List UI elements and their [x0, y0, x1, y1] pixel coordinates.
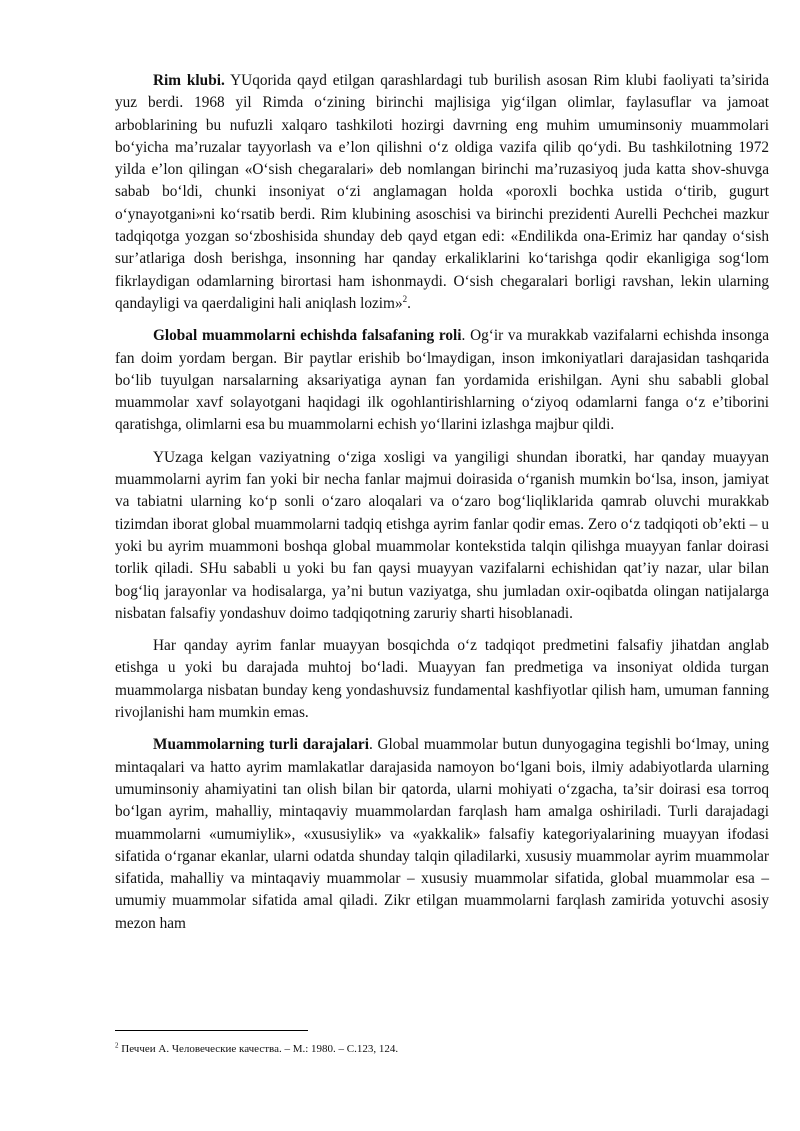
footnote-text: Печчеи А. Человеческие качества. – М.: 1980. – С.123, 124.: [118, 1043, 399, 1055]
paragraph-heading: Rim klubi.: [153, 72, 225, 89]
footnote-reference[interactable]: 2: [402, 293, 408, 304]
paragraph-sciences: [115, 635, 769, 724]
body-text: [115, 70, 769, 945]
paragraph-text: . Global muammolar butun dunyogagina tegishli bo‘lmay, uning mintaqalari va hatto ayrim mamlakatlar darajasida namoyon bo‘lgani bois, ilmiy adabiyotlarda ularning umuminsoniy ahamiyatini tan olish bilan bir qatorda, ularni mohiyati o‘zgacha, ta’sir doirasi esa torroq bo‘lgan ayrim, mahalliy, mintaqaviy muammolardan farqlash ham amalga oshiriladi. Turli darajadagi muammolarni «umumiylik», «xususiylik» va «yakkalik» falsafiy kategoriyalarining muayyan ifodasi sifatida o‘rganar ekanlar, ularni odatda shunday talqin qiladilarki, xususiy muammolar ayrim muammolar sifatida, mahalliy va mintaqaviy muammolar – xususiy muammolar sifatida, global muammolar esa – umumiy muammolar sifatida amal qiladi. Zikr etilgan muammolarni farqlash zamirida yotuvchi asosiy mezon ham: [115, 736, 769, 932]
paragraph-text: . Og‘ir va murakkab vazifalarni echishda insonga fan doim yordam bergan. Bir paytlar erishib bo‘lmaydigan, inson imkoniyatlari darajasidan tashqarida bo‘lib tuyulgan narsalarning aksariyatiga aynan fan yordamida erishilgan. Ayni shu sababli global muammolar xavf solayotgani haqidagi ilk ogohlantirishlarning o‘ziyoq odamlarni fanga o‘z e’tiborini qaratishga, olimlarni esa bu muammolarni echish yo‘llarini izlashga majbur qildi.: [115, 327, 769, 434]
paragraph-text: YUqorida qayd etilgan qarashlardagi tub burilish asosan Rim klubi faoliyati ta’sirida yuz berdi. 1968 yil Rimda o‘zining birinchi majlisiga yig‘ilgan olimlar, faylasuflar va jamoat arboblarining bu nufuzli xalqaro tashkiloti hozirgi davrning eng muhim umuminsoniy muammolari bo‘yicha ma’ruzalar tayyorlash va e’lon qilishni o‘z oldiga vazifa qilib qo‘ydi. Bu tashkilotning 1972 yilda e’lon qilingan «O‘sish chegaralari» deb nomlangan birinchi ma’ruzasiyoq juda katta shov-shuvga sabab bo‘ldi, chunki insoniyat o‘zi anglamagan holda «poroxli bochka ustida o‘tirib, gugurt o‘ynayotgani»ni ko‘rsatib berdi. Rim klubining asoschisi va birinchi prezidenti Aurelli Pechchei mazkur tadqiqotga yozgan so‘zboshisida shunday deb qayd etgan edi: «Endilikda ona-Erimiz har qanday o‘sish sur’atlariga dosh berishga, insonning har qanday erkaliklarini ko‘tarishga qodir ekanligiga sog‘lom fikrlaydigan odamlarning birortasi ham ishonmaydi. O‘sish chegaralari borligi ravshan, lekin ularning qandayligi va qaerdaligini hali aniqlash lozim»: [115, 72, 769, 312]
paragraph-problem-levels: [115, 734, 769, 935]
footnote-divider: [115, 1030, 308, 1031]
paragraph-philosophy-role: [115, 325, 769, 436]
footnote: [115, 1042, 398, 1056]
paragraph-heading: Global muammolarni echishda falsafaning roli: [153, 327, 462, 345]
paragraph-heading: Muammolarning turli darajalari: [153, 736, 369, 754]
paragraph-text: Har qanday ayrim fanlar muayyan bosqichda o‘z tadqiqot predmetini falsafiy jihatdan anglab etishga u yoki bu darajada muhtoj bo‘ladi. Muayyan fan predmetiga va insoniyat oldida turgan muammolarga nisbatan bunday keng yondashuvsiz fundamental kashfiyotlar qilish ham, umuman fanning rivojlanishi ham mumkin emas.: [115, 637, 769, 722]
paragraph-tail: .: [407, 294, 411, 312]
footnote-number: 2: [115, 1041, 119, 1050]
paragraph-text: YUzaga kelgan vaziyatning o‘ziga xosligi va yangiligi shundan iboratki, har qanday muayyan muammolarni ayrim fan yoki bir necha fanlar majmui doirasida o‘rganish mumkin bo‘lsa, inson, jamiyat va tabiatni ularning ko‘p sonli o‘zaro aloqalari va o‘zaro bog‘liqliklarida qamrab oluvchi murakkab tizimdan iborat global muammolarni tadqiq etishga ayrim fanlar qodir emas. Zero o‘z tadqiqoti ob’ekti – u yoki bu ayrim muammoni boshqa global muammolar kontekstida talqin qilishga muayyan fanlar doirasi torlik qiladi. SHu sababli u yoki bu fan qaysi muayyan vazifalarni echishidan qat’iy nazar, ular bilan bog‘liq jarayonlar va hodisalarga, ya’ni butun vaziyatga, shu jumladan oxir-oqibatda olingan natijalarga nisbatan falsafiy yondashuv doimo tadqiqotning zaruriy sharti hisoblanadi.: [115, 448, 769, 622]
paragraph-situation: [115, 447, 769, 625]
paragraph-rim-club: [115, 70, 769, 315]
